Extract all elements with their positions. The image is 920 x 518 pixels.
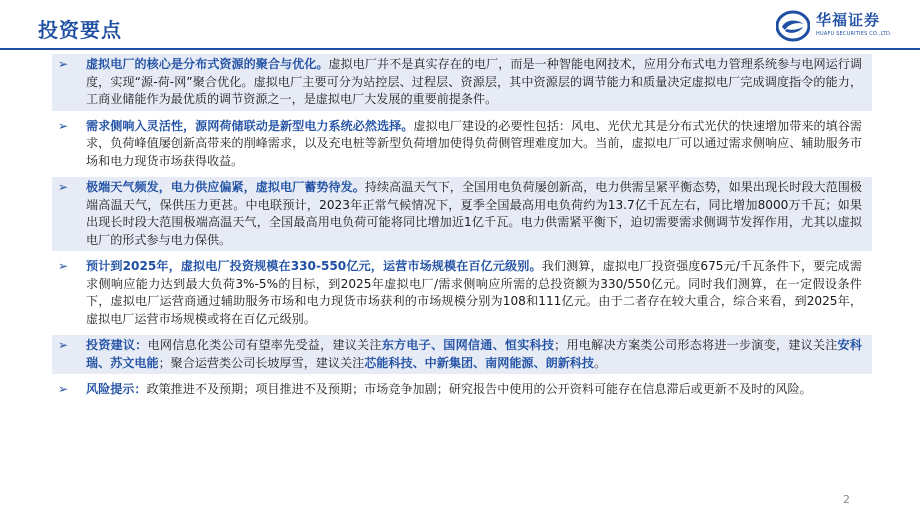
slide-header: [0, 0, 920, 50]
key-point-risk-warning: [52, 379, 872, 401]
key-point-1: [52, 54, 872, 111]
key-point-3: [52, 177, 872, 251]
key-points-list: [52, 54, 872, 406]
key-point-lead: 需求侧响入灵活性，源网荷储联动是新型电力系统必然选择。: [86, 118, 414, 133]
bullet-arrow-icon: ➢: [58, 259, 69, 273]
key-point-body: 我们测算，虚拟电厂投资强度675元/千瓦条件下，要完成需求侧响应能力达到最大负荷3%-5%的目标，到2025年虚拟电厂/需求侧响应所需的总投资额为330/550亿元。同时我们测算，在一定假设条件下，虚拟电厂运营商通过辅助服务市场和电力现货市场获利的市场规模分别为108和111亿元。由于二者存在较大重合，综合来看，到2025年，虚拟电厂运营市场规模或将在百亿元级别。: [86, 259, 862, 326]
key-point-lead: 虚拟电厂的核心是分布式资源的聚合与优化。: [86, 57, 329, 71]
key-point-2: [52, 116, 872, 173]
advice-text: ；聚合运营类公司长坡厚雪，建议关注: [158, 355, 365, 370]
huafu-logo-icon: [776, 10, 810, 42]
bullet-arrow-icon: ➢: [58, 338, 69, 352]
key-point-body: 持续高温天气下，全国用电负荷屡创新高，电力供需呈紧平衡态势，如果出现长时段大范围极端高温天气，保供压力更甚。中电联预计，2023年正常气候情况下，夏季全国最高用电负荷约为13.7亿千瓦左右，同比增加8000万千瓦；如果出现长时段大范围极端高温天气，全国最高用电负荷可能将同比增加近1亿千瓦。电力供需紧平衡下，迫切需要需求侧调节发挥作用，尤其以虚拟电厂的形式参与电力保供。: [86, 180, 862, 247]
logo-subtitle: HUAFU SECURITIES CO.,LTD.: [816, 31, 892, 37]
advice-text: 。: [593, 355, 607, 370]
bullet-arrow-icon: ➢: [58, 57, 69, 71]
key-point-lead: 极端天气频发，电力供应偏紧，虚拟电厂蓄势待发。: [86, 180, 365, 194]
key-point-lead: 预计到2025年，虚拟电厂投资规模在330-550亿元，运营市场规模在百亿元级别。: [86, 259, 542, 273]
page-number: 2: [843, 493, 850, 506]
key-point-body: 虚拟电厂并不是真实存在的电厂，而是一种智能电网技术，应用分布式电力管理系统参与电网运行调度，实现“源-荷-网”聚合优化。虚拟电厂主要可分为站控层、过程层、资源层，其中资源层的调节能力和质量决定虚拟电厂完成调度指令的能力，工商业储能作为最优质的调节资源之一，是虚拟电厂大发展的重要前提条件。: [86, 57, 862, 106]
recommended-stocks: 安科瑞、苏文电能: [86, 338, 862, 370]
header-divider: [0, 48, 920, 50]
recommended-stocks: 芯能科技、中新集团、南网能源、朗新科技: [364, 355, 594, 370]
bullet-arrow-icon: ➢: [58, 118, 69, 133]
recommended-stocks: 东方电子、国网信通、恒实科技: [381, 338, 555, 352]
key-point-lead: 投资建议：: [86, 338, 148, 352]
bullet-arrow-icon: ➢: [58, 180, 69, 194]
page-title: 投资要点: [38, 18, 122, 42]
key-point-body: 政策推进不及预期；项目推进不及预期；市场竞争加剧；研究报告中使用的公开资料可能存在信息滞后或更新不及时的风险。: [146, 382, 812, 396]
company-logo: [776, 10, 898, 42]
advice-text: ；用电解决方案类公司形态将进一步演变，建议关注: [554, 338, 838, 352]
key-point-lead: 风险提示：: [86, 382, 147, 396]
key-point-4: [52, 256, 872, 330]
logo-name: 华福证券: [816, 11, 881, 29]
bullet-arrow-icon: ➢: [58, 382, 69, 396]
advice-text: 电网信息化类公司有望率先受益，建议关注: [147, 338, 382, 352]
key-point-investment-advice: [52, 335, 872, 374]
key-point-body: 虚拟电厂建设的必要性包括：风电、光伏尤其是分布式光伏的快速增加带来的填谷需求，负荷峰值屡创新高带来的削峰需求，以及充电桩等新型负荷增加使得负荷侧管理难度加大。当前，虚拟电厂可以通过需求侧响应、辅助服务市场和电力现货市场获得收益。: [86, 118, 862, 168]
